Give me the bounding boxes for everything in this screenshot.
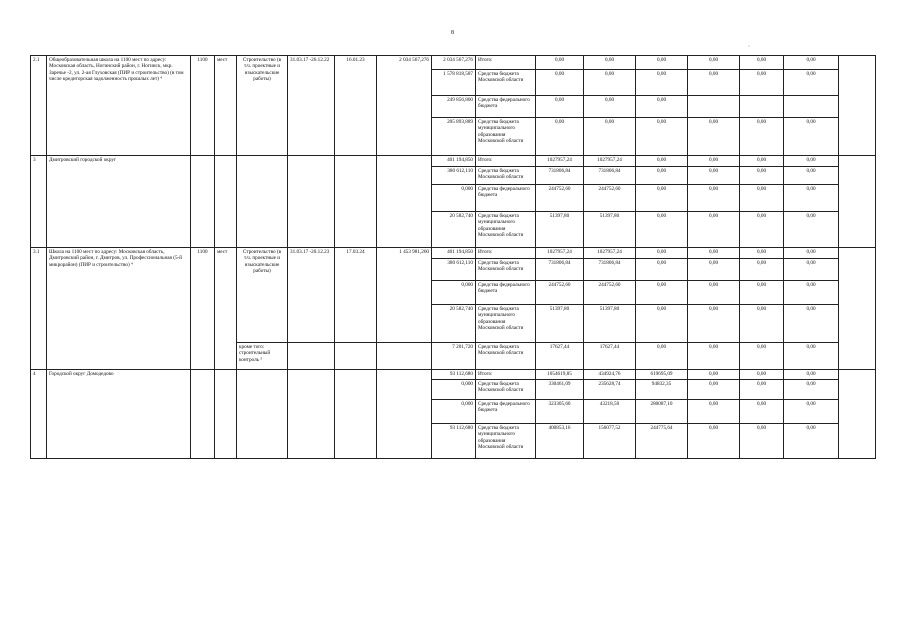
funding-sum: 93 112,680 [432, 424, 476, 459]
value-cell: 731806,84 [584, 167, 636, 185]
value-cell: 0,00 [688, 305, 740, 343]
value-cell [784, 96, 839, 118]
empty-cell [377, 343, 432, 370]
value-cell: 0,00 [740, 248, 784, 259]
empty-cell [335, 343, 377, 370]
value-cell: 0,00 [688, 424, 740, 459]
funding-source: Средства бюджета муниципального образования Московской области [476, 305, 536, 343]
value-cell: 0,00 [784, 248, 839, 259]
value-cell: 244752,60 [584, 185, 636, 212]
funding-sum: 7 201,720 [432, 343, 476, 370]
empty-cell [839, 370, 876, 459]
value-cell: 0,00 [536, 70, 584, 96]
table-row [31, 156, 876, 167]
value-cell: 280087,10 [636, 400, 688, 424]
value-cell: 0,00 [636, 156, 688, 167]
value-cell: 0,00 [740, 259, 784, 281]
work-type: Строительство (в т.ч. проектные и изыскательские работы) [237, 248, 288, 343]
value-cell: 0,00 [584, 96, 636, 118]
value-cell: 0,00 [740, 70, 784, 96]
value-cell: 0,00 [636, 305, 688, 343]
funding-source: Средства федерального бюджета [476, 281, 536, 305]
value-cell: 0,00 [784, 424, 839, 459]
funding-source: Средства бюджета муниципального образования Московской области [476, 424, 536, 459]
value-cell: 1054619,85 [536, 370, 584, 380]
value-cell: 0,00 [740, 400, 784, 424]
value-cell: 323305,60 [536, 400, 584, 424]
row-number: 2.1 [31, 56, 47, 156]
funding-table [30, 55, 876, 459]
funding-sum: 380 612,110 [432, 259, 476, 281]
value-cell: 0,00 [688, 343, 740, 370]
empty-cell [335, 156, 377, 248]
value-cell [740, 96, 784, 118]
funding-source: Средства федерального бюджета [476, 400, 536, 424]
value-cell: 43218,50 [584, 400, 636, 424]
value-cell: 0,00 [536, 96, 584, 118]
value-cell: 0,00 [688, 400, 740, 424]
value-cell: 0,00 [636, 96, 688, 118]
value-cell: 0,00 [784, 259, 839, 281]
value-cell: 0,00 [636, 248, 688, 259]
commission-date: 16.01.23 [335, 56, 377, 156]
value-cell: 0,00 [636, 259, 688, 281]
value-cell: 0,00 [740, 185, 784, 212]
value-cell: 619695,09 [636, 370, 688, 380]
value-cell: 244752,60 [536, 185, 584, 212]
work-period: 31.03.17 -26.12.22 [288, 56, 335, 156]
value-cell: 0,00 [584, 56, 636, 70]
object-cost: 1 453 981,260 [377, 248, 432, 343]
empty-cell [839, 156, 876, 248]
value-cell [688, 96, 740, 118]
empty-cell [215, 156, 237, 248]
value-cell: 0,00 [784, 70, 839, 96]
capacity-unit: мест [215, 56, 237, 156]
value-cell: 0,00 [784, 56, 839, 70]
value-cell: 51397,80 [584, 212, 636, 248]
value-cell: 0,00 [636, 185, 688, 212]
object-name: Школа на 1100 мест по адресу: Московская область, Дмитровский район, г. Дмитров, ул. Профессиональная (5-й микрорайон) (ПИР и строительство) ⁴ [47, 248, 191, 370]
value-cell: 51397,80 [584, 305, 636, 343]
value-cell: 0,00 [688, 185, 740, 212]
value-cell: 244752,60 [536, 281, 584, 305]
empty-cell [288, 343, 335, 370]
value-cell: 244752,60 [584, 281, 636, 305]
table-row [31, 248, 876, 259]
value-cell: 330461,09 [536, 380, 584, 400]
extra-control-label: кроме того: строительный контроль ⁵ [237, 343, 288, 370]
value-cell: 0,00 [784, 185, 839, 212]
value-cell: 0,00 [688, 248, 740, 259]
funding-sum: 0,000 [432, 380, 476, 400]
funding-sum: 380 612,110 [432, 167, 476, 185]
value-cell: 0,00 [740, 343, 784, 370]
funding-source: Итого: [476, 248, 536, 259]
empty-cell [215, 370, 237, 459]
value-cell: 0,00 [636, 56, 688, 70]
empty-cell [377, 370, 432, 459]
funding-source: Средства бюджета Московской области [476, 259, 536, 281]
value-cell: 0,00 [784, 343, 839, 370]
funding-sum: 0,000 [432, 400, 476, 424]
funding-sum: 401 194,850 [432, 156, 476, 167]
empty-cell [288, 156, 335, 248]
value-cell: 244775,64 [636, 424, 688, 459]
value-cell: 235628,74 [584, 380, 636, 400]
funding-sum: 20 582,740 [432, 212, 476, 248]
empty-cell [839, 56, 876, 156]
value-cell: 0,00 [784, 212, 839, 248]
value-cell: 731806,84 [536, 259, 584, 281]
work-type: Строительство (в т.ч. проектные и изыскательские работы) [237, 56, 288, 156]
row-number: 3 [31, 156, 47, 248]
funding-source: Средства бюджета муниципального образования Московской области [476, 118, 536, 156]
funding-source: Итого: [476, 370, 536, 380]
funding-sum: 249 856,800 [432, 96, 476, 118]
work-period: 31.03.17 -20.12.23 [288, 248, 335, 343]
value-cell: 0,00 [636, 118, 688, 156]
value-cell: 0,00 [688, 70, 740, 96]
value-cell: 0,00 [584, 70, 636, 96]
value-cell: 0,00 [636, 212, 688, 248]
funding-source: Средства федерального бюджета [476, 185, 536, 212]
value-cell: 1027957,24 [536, 156, 584, 167]
commission-date: 17.03.24 [335, 248, 377, 343]
value-cell: 0,00 [740, 212, 784, 248]
value-cell: 0,00 [636, 281, 688, 305]
row-number: 4 [31, 370, 47, 459]
value-cell: 0,00 [784, 400, 839, 424]
value-cell: 17627,44 [584, 343, 636, 370]
value-cell: 0,00 [688, 56, 740, 70]
value-cell: 400853,16 [536, 424, 584, 459]
value-cell: 434924,76 [584, 370, 636, 380]
funding-sum: 93 112,680 [432, 370, 476, 380]
row-number: 3.1 [31, 248, 47, 370]
value-cell: 51397,80 [536, 305, 584, 343]
value-cell: 0,00 [784, 281, 839, 305]
value-cell: 0,00 [688, 380, 740, 400]
value-cell: 0,00 [688, 118, 740, 156]
object-name: Общеобразовательная школа на 1100 мест по адресу: Московская область, Ногинский район, г. Ногинск, мкр. Заречье -2, ул. 2-ая Глуховская (ПИР и строительство) (в том числе кредиторская задолженность прошлых лет) ⁴ [47, 56, 191, 156]
value-cell: 0,00 [740, 156, 784, 167]
empty-cell [191, 156, 215, 248]
value-cell: 156077,52 [584, 424, 636, 459]
funding-sum: 2 034 567,276 [432, 56, 476, 70]
value-cell: 0,00 [740, 370, 784, 380]
table-row [31, 56, 876, 70]
capacity-unit: мест [215, 248, 237, 370]
value-cell: 0,00 [740, 167, 784, 185]
value-cell: 0,00 [740, 118, 784, 156]
funding-source: Итого: [476, 156, 536, 167]
funding-sum: 401 194,850 [432, 248, 476, 259]
corner-mark: · [748, 44, 750, 50]
value-cell: 0,00 [536, 56, 584, 70]
funding-source: Средства бюджета Московской области [476, 343, 536, 370]
value-cell: 0,00 [740, 281, 784, 305]
funding-source: Итого: [476, 56, 536, 70]
empty-cell [288, 370, 335, 459]
capacity: 1100 [191, 248, 215, 370]
value-cell: 731806,84 [536, 167, 584, 185]
value-cell: 0,00 [688, 370, 740, 380]
value-cell: 0,00 [688, 259, 740, 281]
value-cell: 0,00 [636, 167, 688, 185]
value-cell: 51397,80 [536, 212, 584, 248]
value-cell: 0,00 [784, 370, 839, 380]
value-cell: 1027957,24 [584, 156, 636, 167]
value-cell: 0,00 [688, 167, 740, 185]
funding-sum: 0,000 [432, 281, 476, 305]
value-cell: 731806,84 [584, 259, 636, 281]
value-cell: 0,00 [584, 118, 636, 156]
value-cell: 0,00 [784, 305, 839, 343]
value-cell: 0,00 [784, 380, 839, 400]
object-name: Дмитровский городской округ [47, 156, 191, 248]
value-cell: 0,00 [740, 56, 784, 70]
value-cell: 1027957,24 [536, 248, 584, 259]
table-row [31, 370, 876, 380]
value-cell: 0,00 [784, 167, 839, 185]
funding-source: Средства бюджета Московской области [476, 167, 536, 185]
value-cell: 0,00 [636, 70, 688, 96]
empty-cell [377, 156, 432, 248]
value-cell: 0,00 [740, 380, 784, 400]
value-cell: 0,00 [688, 212, 740, 248]
funding-source: Средства бюджета Московской области [476, 70, 536, 96]
funding-sum: 0,000 [432, 185, 476, 212]
funding-source: Средства федерального бюджета [476, 96, 536, 118]
empty-cell [191, 370, 215, 459]
value-cell: 0,00 [784, 156, 839, 167]
funding-sum: 1 578 818,587 [432, 70, 476, 96]
capacity: 1100 [191, 56, 215, 156]
value-cell: 0,00 [688, 281, 740, 305]
value-cell: 0,00 [536, 118, 584, 156]
object-cost: 2 034 567,276 [377, 56, 432, 156]
value-cell: 0,00 [688, 156, 740, 167]
empty-cell [237, 370, 288, 459]
funding-source: Средства бюджета Московской области [476, 380, 536, 400]
empty-cell [237, 156, 288, 248]
page-number: 8 [451, 30, 454, 36]
value-cell: 94832,35 [636, 380, 688, 400]
value-cell: 0,00 [784, 118, 839, 156]
value-cell: 0,00 [740, 305, 784, 343]
funding-sum: 20 582,740 [432, 305, 476, 343]
funding-sum: 205 893,889 [432, 118, 476, 156]
object-name: Городской округ Домодедово [47, 370, 191, 459]
value-cell: 17627,44 [536, 343, 584, 370]
funding-source: Средства бюджета муниципального образования Московской области [476, 212, 536, 248]
empty-cell [335, 370, 377, 459]
value-cell: 0,00 [636, 343, 688, 370]
empty-cell [839, 248, 876, 370]
value-cell: 1027957,24 [584, 248, 636, 259]
value-cell: 0,00 [740, 424, 784, 459]
